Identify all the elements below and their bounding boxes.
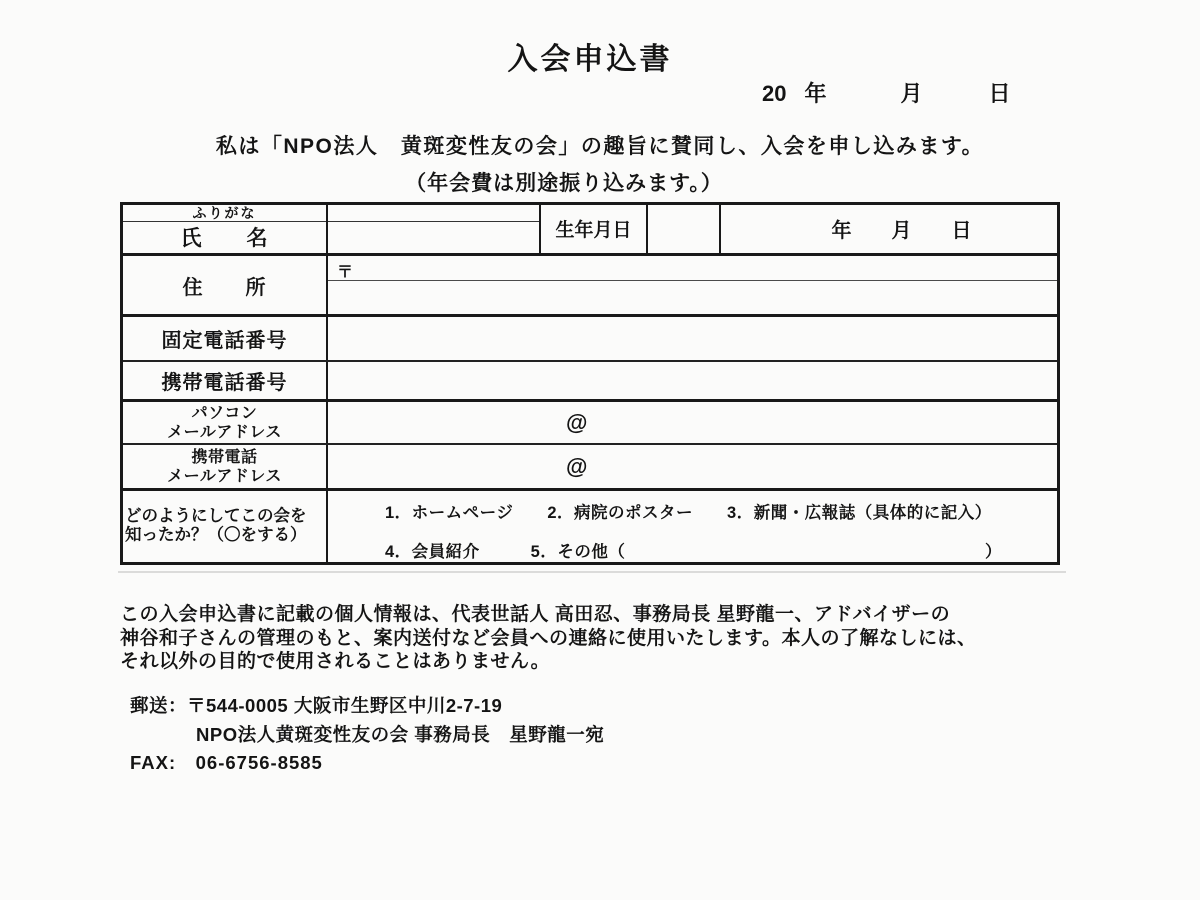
landline-label: 固定電話番号 <box>123 317 328 360</box>
landline-row <box>123 317 1057 362</box>
furigana-input-area <box>328 205 539 222</box>
pc-mail-at-mark: @ <box>566 409 588 435</box>
address-label: 住 所 <box>123 256 328 315</box>
intro-line-2: （年会費は別途振り込みます。） <box>405 172 723 195</box>
footer-organization: NPO法人黄斑変性友の会 事務局長 星野龍一宛 <box>196 724 605 745</box>
mobile-mail-label-line1: 携帯電話 <box>191 448 258 466</box>
name-label-cell <box>123 205 328 253</box>
privacy-note-line1: この入会申込書に記載の個人情報は、代表世話人 高田忍、事務局長 星野龍一、アドバイザーの <box>120 604 951 625</box>
mobile-phone-label: 携帯電話番号 <box>123 362 328 399</box>
mobile-mail-at-mark: @ <box>566 453 588 479</box>
source-options-close-paren: ） <box>985 542 1002 561</box>
mobile-mail-label-line2: メールアドレス <box>167 467 282 485</box>
source-options-line1: 1．ホームページ 2．病院のポスター 3．新聞・広報誌（具体的に記入） <box>385 503 992 522</box>
source-options-cell <box>328 491 1057 562</box>
address-input-cell <box>328 256 1057 315</box>
birth-date-label: 生年月日 <box>541 205 648 253</box>
source-options-line2 <box>328 523 1057 562</box>
date-unit-day: 日 <box>988 81 1011 106</box>
postal-code-mark: 〒 <box>328 256 1057 281</box>
name-input-cell <box>328 205 541 253</box>
intro-block <box>0 130 1200 197</box>
furigana-label: ふりがな <box>123 205 326 222</box>
pc-mail-label-line1: パソコン <box>191 404 258 422</box>
source-question-label <box>123 491 328 562</box>
name-row <box>123 205 1057 256</box>
application-form-table <box>120 202 1060 565</box>
mobile-phone-row <box>123 362 1057 402</box>
pc-mail-input-cell <box>328 402 1057 443</box>
landline-input-area <box>328 317 1057 360</box>
privacy-note-line3: それ以外の目的で使用されることはありません。 <box>120 651 551 672</box>
scan-shadow-line <box>118 571 1066 573</box>
privacy-note <box>120 603 976 674</box>
pc-mail-label <box>123 402 328 443</box>
mobile-mail-input-cell <box>328 445 1057 488</box>
source-row <box>123 491 1057 562</box>
date-unit-month: 月 <box>900 81 923 106</box>
date-year-prefix: 20 <box>762 81 787 106</box>
mobile-mail-label <box>123 445 328 488</box>
pc-mail-label-line2: メールアドレス <box>167 423 282 441</box>
privacy-note-line2: 神谷和子さんの管理のもと、案内送付など会員への連絡に使用いたします。本人の了解なしには、 <box>120 627 977 649</box>
birth-date-units: 年 月 日 <box>831 220 972 243</box>
birth-date-input-area <box>648 205 721 253</box>
source-question-line2: 知ったか？（〇をする） <box>125 526 307 545</box>
footer-mail-address: 郵送：〒544-0005 大阪市生野区中川2-7-19 <box>130 695 503 716</box>
name-input-area <box>328 222 539 253</box>
mobile-mail-row <box>123 445 1057 491</box>
address-input-area <box>328 281 1057 315</box>
date-line <box>762 77 1011 108</box>
mobile-phone-input-area <box>328 362 1057 399</box>
name-label: 氏 名 <box>180 227 269 251</box>
footer-fax-number: FAX: 06-6756-8585 <box>130 752 323 773</box>
pc-mail-row <box>123 402 1057 445</box>
source-options-line2-text: 4．会員紹介 5．その他（ <box>385 542 626 561</box>
date-unit-year: 年 <box>804 81 827 106</box>
source-question-line1: どのようにしてこの会を <box>125 507 307 526</box>
page-title: 入会申込書 <box>507 43 673 76</box>
address-row <box>123 256 1057 318</box>
intro-line-1: 私は「NPO法人 黄斑変性友の会」の趣旨に賛同し、入会を申し込みます。 <box>215 135 985 158</box>
